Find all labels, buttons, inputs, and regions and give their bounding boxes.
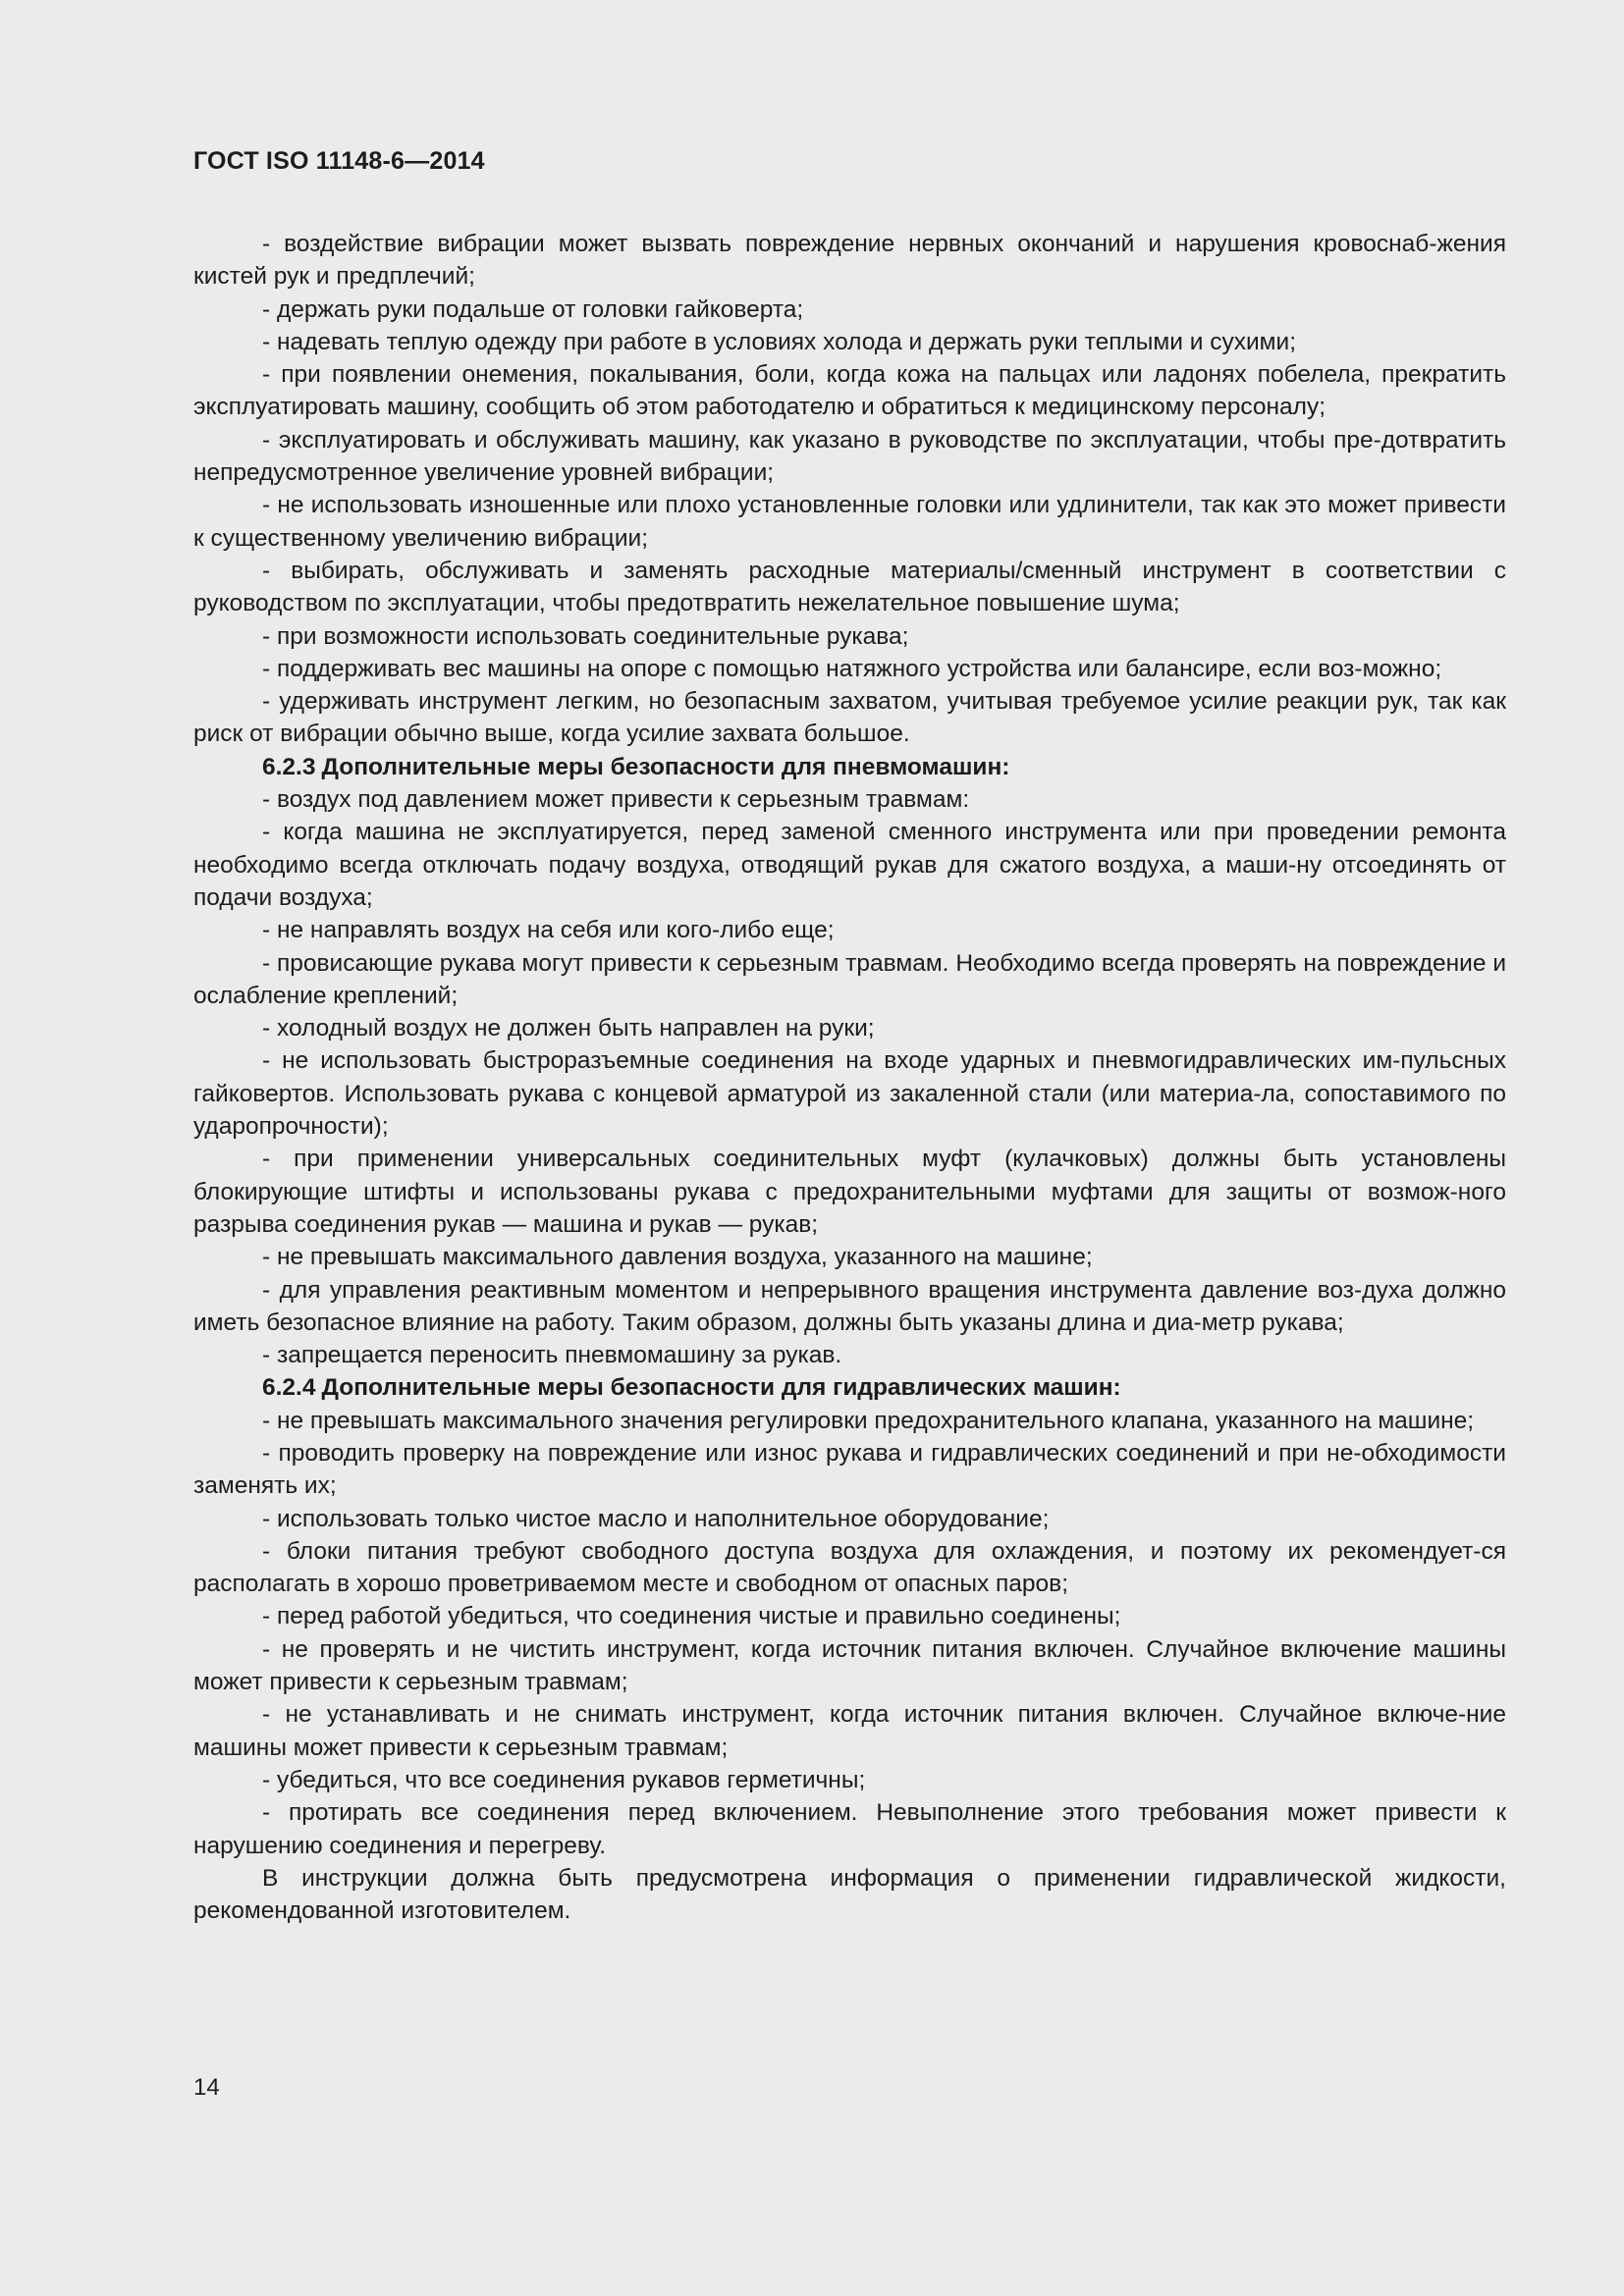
list-item: - воздух под давлением может привести к серьезным травмам: — [262, 786, 970, 814]
list-item: - не использовать быстроразъемные соединения на входе ударных и пневмогидравлических им-пульсных гайковертов. Использовать рукава с концевой арматурой из закаленной стали (или материа-ла, сопоставимого по ударопрочности); — [193, 1047, 1506, 1141]
list-item: - не превышать максимального значения регулировки предохранительного клапана, указанного на машине; — [262, 1407, 1475, 1434]
list-item: - эксплуатировать и обслуживать машину, как указано в руководстве по эксплуатации, чтобы пре-дотвратить непредусмотренное увеличение уровней вибрации; — [193, 426, 1506, 487]
list-item: - использовать только чистое масло и наполнительное оборудование; — [262, 1505, 1050, 1532]
list-item: - убедиться, что все соединения рукавов герметичны; — [262, 1766, 866, 1793]
list-item: - запрещается переносить пневмомашину за рукав. — [262, 1342, 842, 1369]
page-number: 14 — [193, 2074, 220, 2101]
section-number: 6.2.4 — [262, 1374, 316, 1402]
list-item: - при применении универсальных соединительных муфт (кулачковых) должны быть установлены блокирующие штифты и использованы рукава с предохранительными муфтами для защиты от возмож-ного разрыва соединения рукав — машина и рукав — рукав; — [193, 1146, 1506, 1238]
list-item: - поддерживать вес машины на опоре с помощью натяжного устройства или балансире, если воз-можно; — [262, 655, 1442, 682]
section-title: Дополнительные меры безопасности для пневмомашин: — [321, 753, 1010, 780]
list-item: В инструкции должна быть предусмотрена информация о применении гидравлической жидкости, рекомендованной изготовителем. — [193, 1864, 1506, 1925]
list-item: - проводить проверку на повреждение или износ рукава и гидравлических соединений и при не-обходимости заменять их; — [193, 1439, 1506, 1500]
list-item: - не устанавливать и не снимать инструмент, когда источник питания включен. Случайное включе-ние машины может привести к серьезным травмам; — [193, 1701, 1506, 1761]
list-item: - удерживать инструмент легким, но безопасным захватом, учитывая требуемое усилие реакции рук, так как риск от вибрации обычно выше, когда усилие захвата большое. — [193, 688, 1506, 748]
list-item: - не проверять и не чистить инструмент, когда источник питания включен. Случайное включение машины может привести к серьезным травмам; — [193, 1635, 1506, 1696]
list-item: - провисающие рукава могут привести к серьезным травмам. Необходимо всегда проверять на повреждение и ослабление креплений; — [193, 949, 1506, 1009]
document-body — [193, 228, 1506, 1927]
list-item: - воздействие вибрации может вызвать повреждение нервных окончаний и нарушения кровоснаб-жения кистей рук и предплечий; — [193, 231, 1506, 291]
list-item: - не направлять воздух на себя или кого-либо еще; — [262, 917, 835, 944]
list-item: - блоки питания требуют свободного доступа воздуха для охлаждения, и поэтому их рекомендует-ся располагать в хорошо проветриваемом месте и свободном от опасных паров; — [193, 1537, 1506, 1598]
list-item: - выбирать, обслуживать и заменять расходные материалы/сменный инструмент в соответствии с руководством по эксплуатации, чтобы предотвратить нежелательное повышение шума; — [193, 557, 1506, 617]
list-item: - для управления реактивным моментом и непрерывного вращения инструмента давление воз-духа должно иметь безопасное влияние на работу. Таким образом, должны быть указаны длина и диа-метр рукава; — [193, 1276, 1506, 1336]
list-item: - при появлении онемения, покалывания, боли, когда кожа на пальцах или ладонях побелела, прекратить эксплуатировать машину, сообщить об этом работодателю и обратиться к медицинскому персоналу; — [193, 361, 1506, 421]
list-item: - не превышать максимального давления воздуха, указанного на машине; — [262, 1244, 1093, 1271]
list-item: - перед работой убедиться, что соединения чистые и правильно соединены; — [262, 1603, 1121, 1630]
list-item: - надевать теплую одежду при работе в условиях холода и держать руки теплыми и сухими; — [262, 328, 1297, 355]
section-heading — [193, 751, 1506, 783]
list-item: - когда машина не эксплуатируется, перед заменой сменного инструмента или при проведении ремонта необходимо всегда отключать подачу воздуха, отводящий рукав для сжатого воздуха, а маши-ну отсоединять от подачи воздуха; — [193, 819, 1506, 911]
document-header: ГОСТ ISO 11148-6—2014 — [193, 147, 485, 175]
section-heading — [193, 1371, 1506, 1404]
list-item: - не использовать изношенные или плохо установленные головки или удлинители, так как это может привести к существенному увеличению вибрации; — [193, 492, 1506, 552]
list-item: - при возможности использовать соединительные рукава; — [262, 622, 909, 650]
section-number: 6.2.3 — [262, 753, 316, 780]
list-item: - протирать все соединения перед включением. Невыполнение этого требования может привести к нарушению соединения и перегреву. — [193, 1799, 1506, 1859]
list-item: - держать руки подальше от головки гайковерта; — [262, 295, 804, 323]
list-item: - холодный воздух не должен быть направлен на руки; — [262, 1015, 875, 1042]
section-title: Дополнительные меры безопасности для гидравлических машин: — [321, 1374, 1121, 1402]
